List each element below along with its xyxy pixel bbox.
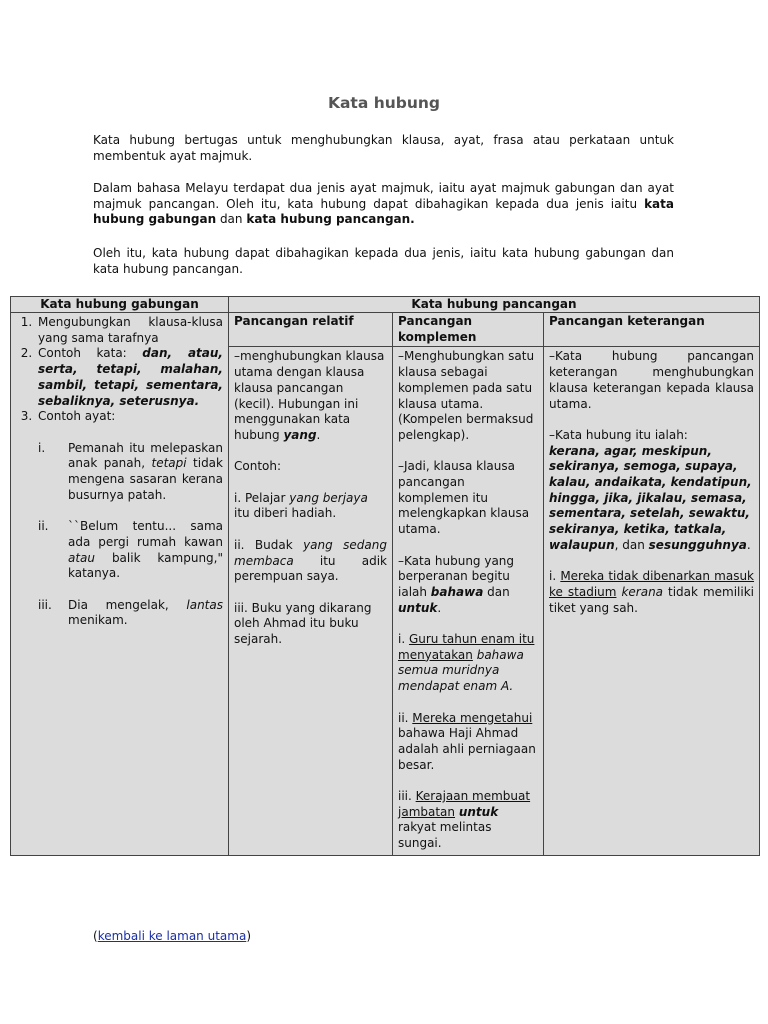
keterangan-word-list: kerana, agar, meskipun, sekiranya, semoga, supaya, kalau, andaikata, kendatipun, hingga, jika, jikalau, semasa, sementara, setelah, sewaktu, sekiranya, ketika, tatkala, walaupun, dan sesungguhnya. — [549, 443, 752, 552]
back-to-home-link[interactable]: kembali ke laman utama — [97, 929, 247, 943]
gabungan-examples — [38, 441, 223, 629]
example-conjunction: lantas — [186, 597, 223, 612]
intro-paragraph-2 — [93, 181, 674, 228]
komplemen-description-1: –Menghubungkan satu klausa sebagai komplemen pada satu klausa utama. (Kompelen bermaksud pelengkap). — [398, 349, 535, 442]
term-pancangan: kata hubung pancangan. — [246, 212, 415, 226]
header-keterangan: Pancangan keterangan — [544, 313, 760, 347]
keterangan-intro: –Kata hubung itu ialah: — [549, 427, 688, 442]
keterangan-description: –Kata hubung pancangan keterangan menghubungkan klausa keterangan kepada klausa utama. — [549, 349, 755, 411]
gabungan-item-1: 1. Mengubungkan klausa-klusa yang sama tarafnya — [36, 315, 223, 346]
example-text: tidak mengena sasaran kerana busurnya patah. — [68, 456, 223, 502]
example-conjunction: tetapi — [151, 456, 187, 471]
term-gabungan: kata hubung gabungan — [93, 196, 674, 226]
cell-gabungan — [11, 313, 229, 856]
example-number: iii. — [38, 597, 52, 612]
page-title: Kata hubung — [327, 94, 441, 112]
relatif-description: –menghubungkan klausa utama dengan klausa klausa pancangan (kecil). Hubungan ini menggunakan kata hubung yang. — [234, 349, 385, 442]
intro-and: dan — [216, 212, 247, 226]
header-komplemen: Pancangan komplemen — [393, 313, 544, 347]
relatif-example-2: ii. Budak yang sedang membaca itu adik perempuan saya. — [234, 537, 387, 584]
example-conjunction: atau — [68, 550, 96, 565]
intro-paragraph-2-text: Dalam bahasa Melayu terdapat dua jenis ayat majmuk, iaitu ayat majmuk gabungan dan ayat majmuk pancangan. Oleh itu, kata hubung dapat dibahagikan kepada dua jenis iaitu — [93, 181, 674, 211]
example-text: Dia mengelak, — [68, 597, 187, 612]
conjunction-table — [10, 296, 760, 856]
relatif-example-1: i. Pelajar yang berjaya itu diberi hadiah. — [234, 490, 368, 521]
relatif-example-3: iii. Buku yang dikarang oleh Ahmad itu buku sejarah. — [234, 600, 372, 646]
keyword-bahawa: bahawa — [430, 584, 484, 599]
cell-relatif — [229, 347, 393, 855]
example-text: ``Belum tentu... sama ada pergi rumah kawan — [68, 519, 223, 549]
header-relatif: Pancangan relatif — [229, 313, 393, 347]
komplemen-description-2: –Jadi, klausa klausa pancangan komplemen itu melengkapkan klausa utama. — [398, 459, 530, 537]
example-text: balik kampung," katanya. — [68, 550, 223, 581]
gabungan-example-1 — [38, 441, 223, 504]
komplemen-example-3: iii. Kerajaan membuat jambatan untuk rakyat melintas sungai. — [398, 789, 531, 851]
keterangan-example: i. Mereka tidak dibenarkan masuk ke stadium kerana tidak memiliki tiket yang sah. — [549, 569, 755, 615]
gabungan-example-2 — [38, 519, 223, 582]
gabungan-conjunction-words: dan, atau, serta, tetapi, malahan, sambil, tetapi, sementara, sebaliknya, seterusnya. — [38, 346, 223, 408]
keyword-untuk: untuk — [398, 600, 438, 615]
relatif-contoh-label: Contoh: — [234, 459, 282, 474]
back-link-container: (kembali ke laman utama) — [93, 929, 251, 943]
cell-komplemen — [393, 347, 544, 855]
intro-paragraph-1: Kata hubung bertugas untuk menghubungkan klausa, ayat, frasa atau perkataan untuk membentuk ayat majmuk. — [93, 133, 674, 163]
gabungan-item-3-label: Contoh ayat: — [38, 409, 116, 424]
gabungan-item-2-lead: Contoh kata: — [38, 346, 143, 361]
example-number: ii. — [38, 519, 49, 534]
header-pancangan: Kata hubung pancangan — [229, 297, 760, 313]
gabungan-example-3 — [38, 598, 223, 629]
gabungan-list — [16, 315, 223, 629]
gabungan-item-3 — [36, 409, 223, 629]
example-text: menikam. — [68, 613, 128, 628]
header-gabungan: Kata hubung gabungan — [11, 297, 229, 313]
keyword-yang: yang — [283, 427, 317, 442]
cell-keterangan — [544, 347, 760, 855]
komplemen-example-2: ii. Mereka mengetahui bahawa Haji Ahmad adalah ahli perniagaan besar. — [398, 710, 536, 772]
komplemen-example-1: i. Guru tahun enam itu menyatakan bahawa semua muridnya mendapat enam A. — [398, 632, 535, 694]
gabungan-item-2 — [36, 346, 223, 409]
komplemen-description-3: –Kata hubung yang berperanan begitu ialah bahawa dan untuk. — [398, 553, 515, 615]
example-number: i. — [38, 440, 46, 455]
intro-paragraph-3: Oleh itu, kata hubung dapat dibahagikan kepada dua jenis, iaitu kata hubung gabungan dan kata hubung pancangan. — [93, 246, 674, 276]
example-text: Pemanah itu melepaskan anak panah, — [68, 440, 223, 471]
